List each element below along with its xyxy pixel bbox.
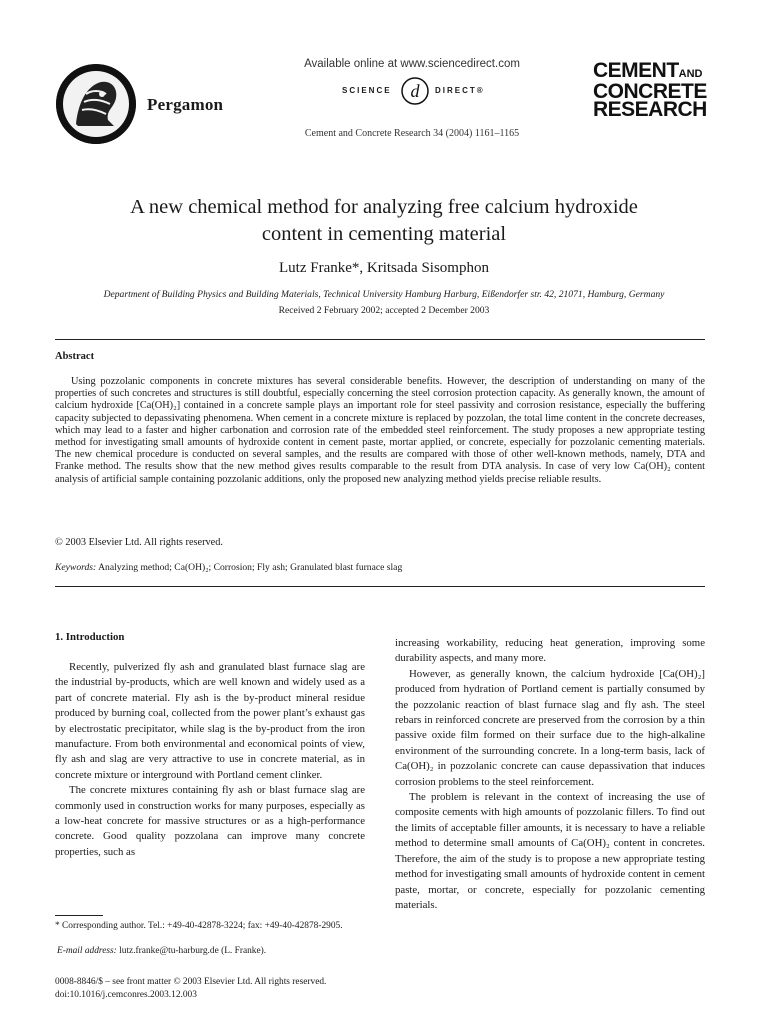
journal-logo-and: AND (678, 68, 703, 80)
paragraph: The concrete mixtures containing fly ash or blast furnace slag are commonly used in construction works for many purposes, especially as a low-heat concrete for massive structures or as a high-performance concrete. Good quality pozzolana can improve many concrete properties, such as (55, 784, 365, 858)
svg-text:d: d (410, 81, 420, 101)
received-dates: Received 2 February 2002; accepted 2 December 2003 (278, 305, 490, 316)
available-online-text: Available online at www.sciencedirect.com (304, 58, 520, 70)
footnote-divider (55, 915, 103, 916)
publisher-logo (56, 64, 136, 144)
footnote-email (55, 945, 367, 958)
sciencedirect-left-text: SCIENCE (342, 86, 392, 95)
footnote-corresponding: * Corresponding author. Tel.: +49-40-42878-3224; fax: +49-40-42878-2905. (55, 921, 343, 931)
keywords-list: Analyzing method; Ca(OH)₂; Corrosion; Fly ash; Granulated blast furnace slag (96, 562, 403, 573)
paragraph: However, as generally known, the calcium hydroxide [Ca(OH)₂] produced from hydration of Portland cement is partially consumed by the pozzolanic reaction of blast furnace slag and fly ash. The steel rebars in reinforced concrete are preserved from the corrosion by a thin passive oxide film formed on their surface due to the high-alkaline environment of the surrounding concrete. In a long-term basis, lack of Ca(OH)₂ in pozzolanic concrete can cause depassivation that induces corrosion problems to the steel reinforcement. (395, 667, 705, 788)
paragraph: The problem is relevant in the context of increasing the use of composite cements with high amounts of pozzolanic fillers. To find out the limits of acceptable filler amounts, it is necessary to have a reliable method to determine small amounts of Ca(OH)₂ content in concretes. Therefore, the aim of the study is to propose a new appropriate testing method for investigating small amounts of hydroxide content in cement paste, mortar, or concrete, especially for pozzolanic cementing materials. (395, 791, 705, 911)
email-address: lutz.franke@tu-harburg.de (L. Franke). (116, 946, 267, 956)
left-column (55, 660, 365, 860)
right-column (395, 636, 705, 913)
keywords (55, 562, 402, 573)
publisher-name: Pergamon (147, 95, 224, 114)
article-title (60, 194, 708, 248)
issn-line: 0008-8846/$ – see front matter © 2003 Elsevier Ltd. All rights reserved. (55, 977, 327, 987)
keywords-label: Keywords: (55, 562, 97, 573)
section-heading-introduction: 1. Introduction (55, 631, 125, 643)
journal-logo-line3: RESEARCH (593, 98, 707, 121)
article-title-line1: A new chemical method for analyzing free calcium hydroxide (130, 196, 638, 218)
abstract-top-divider (55, 339, 705, 340)
abstract-heading: Abstract (55, 351, 95, 362)
sciencedirect-logo (320, 76, 510, 106)
journal-citation: Cement and Concrete Research 34 (2004) 1161–1165 (304, 128, 520, 139)
elsevier-tree-icon (56, 64, 136, 144)
article-title-line2: content in cementing material (261, 223, 507, 245)
abstract-bottom-divider (55, 586, 705, 587)
sciencedirect-right-text: DIRECT® (435, 86, 485, 95)
email-label: E-mail address: (57, 946, 117, 956)
affiliation: Department of Building Physics and Building Materials, Technical University Hamburg Harburg, Eißendorfer str. 42, 21071, Hamburg, Germany (103, 289, 665, 300)
journal-logo (593, 59, 707, 121)
doi-line: doi:10.1016/j.cemconres.2003.12.003 (55, 990, 197, 1000)
at-sign-icon (400, 76, 430, 106)
paragraph: increasing workability, reducing heat generation, improving some durability aspects, and many more. (395, 637, 705, 665)
abstract-copyright: © 2003 Elsevier Ltd. All rights reserved. (55, 537, 223, 548)
journal-logo-line1: CEMENT (593, 59, 679, 82)
paragraph: Recently, pulverized fly ash and granulated blast furnace slag are the industrial by-products, which are well known and widely used as a part of concrete material. Fly ash is the by-product mineral residue produced by burning coal, collected from the power plant’s exhaust gas by electrostatic precipitator, while slag is the by-product from the iron manufacture. From both environmental and economical points of view, fly ash and slag are very attractive to use in concrete material, as in concrete mixture or interground with Portland cement clinker. (55, 661, 365, 781)
journal-logo-line2: CONCRETE (593, 80, 707, 103)
abstract-text: Using pozzolanic components in concrete mixtures has several considerable benefits. However, the description of understanding on many of the properties of such concretes and structures is still doubtful, especially concerning the steel corrosion protection capacity. As generally known, the amount of calcium hydroxide [Ca(OH)₂] contained in a concrete sample plays an important role for steel passivity and corrosion resistance, especially the buffering capacity subjected to depassivating phenomena. When cement in a concrete mixture is replaced by pozzolan, the total lime content in the concrete decreases, which may lead to a faster and higher carbonation and corrosion rate of the embedded steel reinforcement. The study proposes a new appropriate testing method for investigating small amounts of hydroxide content in cement paste, mortar applied, or concrete, especially for pozzolanic cementing materials. The new chemical procedure is conducted on several samples, and the results are compared with those of other well-known methods, namely, DTA and Franke method. The results show that the new method gives results comparable to the result from DTA analysis. In case of very low Ca(OH)₂ content analysis of artificial sample containing pozzolanic additions, only the proposed new analyzing method yields precise reliable results. (55, 376, 705, 485)
authors: Lutz Franke*, Kritsada Sisomphon (279, 260, 489, 276)
